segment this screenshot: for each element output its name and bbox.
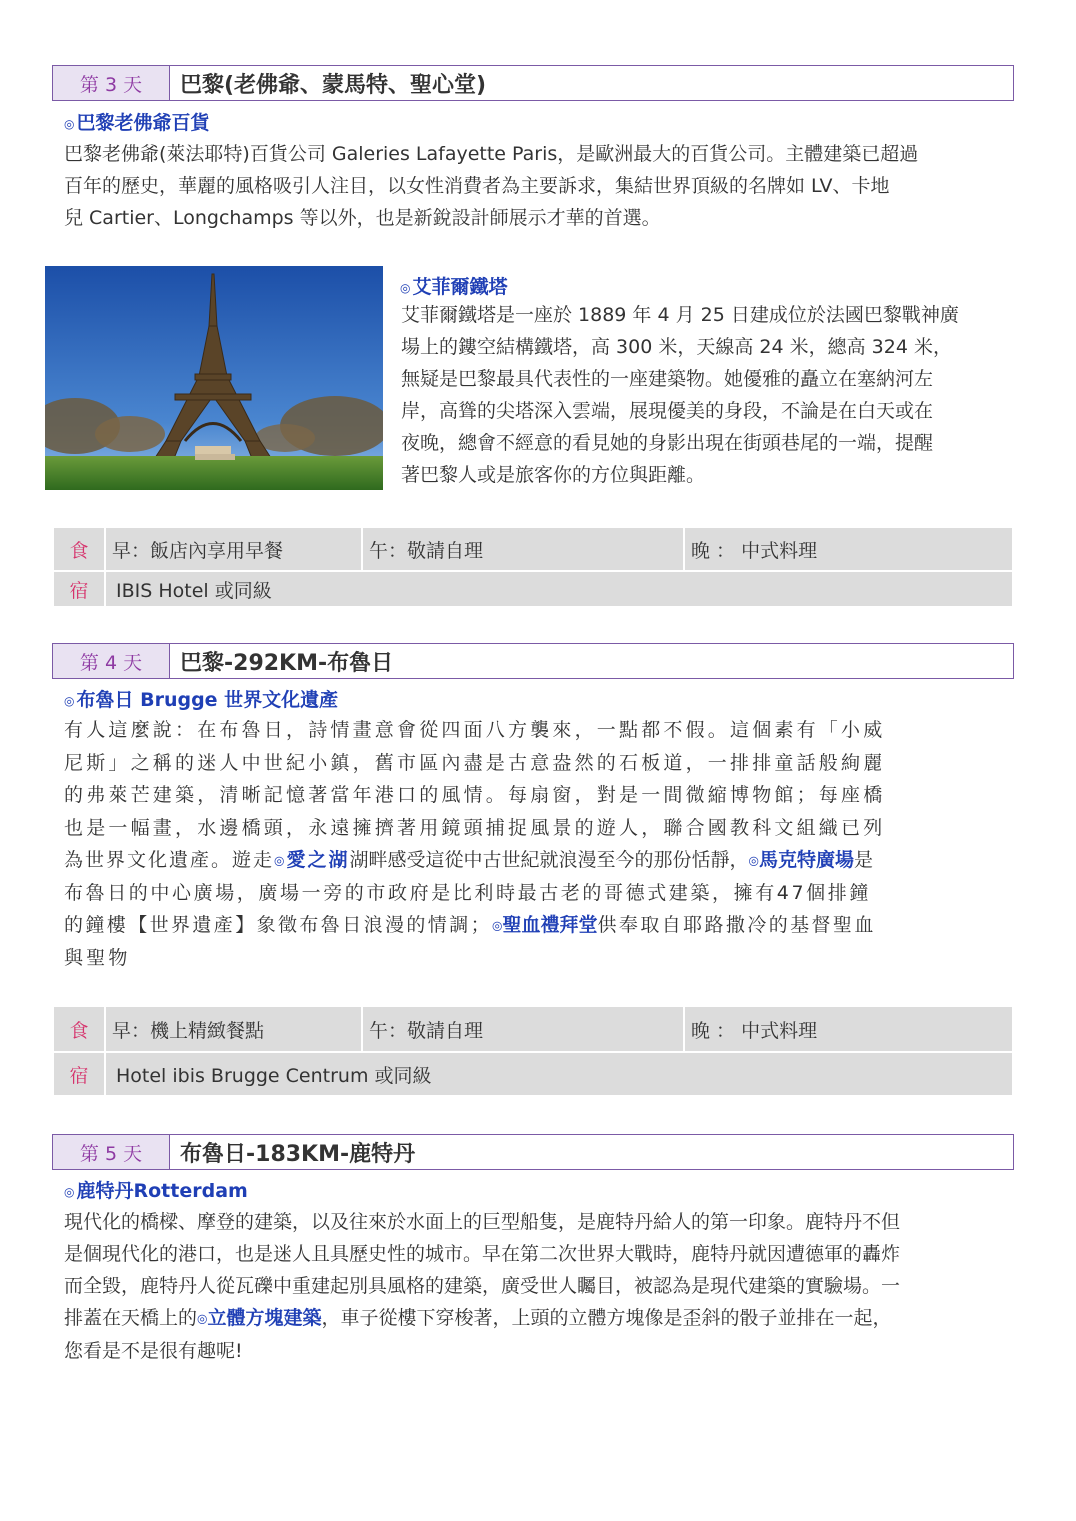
lunch-cell: 午：敬請自理	[362, 1006, 684, 1052]
basilica-link: ◎聖血禮拜堂	[492, 914, 598, 937]
day4-title: 巴黎-292KM-布魯日	[180, 650, 394, 676]
text-line: 兒 Cartier、Longchamps 等以外，也是新銳設計師展示才華的首選。	[64, 207, 661, 229]
day4-meal-table	[52, 1005, 1014, 1097]
breakfast-cell: 早：飯店內享用早餐	[105, 527, 362, 571]
text-line: 您看是不是很有趣呢!	[64, 1339, 243, 1362]
day3-meal-table	[52, 526, 1014, 608]
day4-header	[52, 643, 1014, 679]
section-title-eiffel-tower: ◎ 艾菲爾鐵塔	[400, 276, 508, 298]
text-line: 艾菲爾鐵塔是一座於 1889 年 4 月 25 日建成位於法國巴黎戰神廣	[401, 304, 959, 326]
day5-header	[52, 1134, 1014, 1170]
brugge-text	[64, 714, 1014, 975]
meal-label: 食	[53, 1006, 105, 1052]
text-line: 布魯日的中心廣場，廣場一旁的市政府是比利時最古老的哥德式建築，擁有47個排鐘	[64, 881, 871, 904]
section-title-galeries-lafayette: ◎ 巴黎老佛爺百貨	[64, 112, 210, 134]
day4-badge: 第 4 天	[53, 644, 170, 678]
text-line: 夜晚，總會不經意的看見她的身影出現在街頭巷尾的一端，提醒	[401, 432, 934, 454]
eiffel-tower-photo	[45, 266, 383, 490]
stay-label: 宿	[53, 1052, 105, 1096]
text-line: 的弗萊芒建築，清晰記憶著當年港口的風情。每扇窗，對是一間微縮博物館；每座橋	[64, 784, 886, 806]
hotel-cell: Hotel ibis Brugge Centrum 或同級	[105, 1052, 1013, 1096]
dinner-cell: 晚 ： 中式料理	[684, 527, 1013, 571]
text-line: 尼斯」之稱的迷人中世紀小鎮，舊市區內盡是古意盎然的石板道，一排排童話般絢麗	[64, 751, 886, 774]
text-line: 與聖物	[64, 947, 131, 969]
circle-marker-icon: ◎	[64, 693, 75, 708]
eiffel-tower-text	[401, 299, 1016, 491]
text-line: 巴黎老佛爺(萊法耶特)百貨公司 Galeries Lafayette Paris，是歐洲最大的百貨公司。主體建築已超過	[64, 143, 919, 165]
hotel-cell: IBIS Hotel 或同級	[105, 571, 1013, 607]
day3-title: 巴黎(老佛爺、蒙馬特、聖心堂)	[180, 72, 487, 98]
text-line: 有人這麼說：在布魯日，詩情畫意會從四面八方襲來，一點都不假。這個素有「小威	[64, 719, 886, 741]
love-lake-link: ◎愛之湖	[274, 849, 350, 871]
text-line: 排蓋在天橋上的◎立體方塊建築，車子從樓下穿梭著，上頭的立體方塊像是歪斜的骰子並排在一起，	[64, 1307, 892, 1329]
text-line: 而全毀，鹿特丹人從瓦礫中重建起別具風格的建築，廣受世人矚目，被認為是現代建築的實驗場。一	[64, 1275, 901, 1297]
text-line: 也是一幅畫，水邊橋頭，永遠擁擠著用鏡頭捕捉風景的遊人，聯合國教科文組織已列	[64, 816, 886, 839]
text-line: 百年的歷史，華麗的風格吸引人注目，以女性消費者為主要訴求，集結世界頂級的名牌如 LV、卡地	[64, 175, 890, 197]
text-line: 著巴黎人或是旅客你的方位與距離。	[401, 464, 706, 486]
section-title-rotterdam: ◎ 鹿特丹Rotterdam	[64, 1180, 248, 1202]
galeries-lafayette-text	[64, 138, 1014, 234]
day5-title: 布魯日-183KM-鹿特丹	[180, 1141, 416, 1167]
cube-houses-link: ◎立體方塊建築	[197, 1307, 322, 1329]
rotterdam-text	[64, 1206, 1014, 1367]
circle-marker-icon: ◎	[64, 116, 75, 131]
text-line: 為世界文化遺產。遊走◎愛之湖湖畔感受這從中古世紀就浪漫至今的那份恬靜，◎馬克特廣場是	[64, 849, 876, 871]
circle-marker-icon: ◎	[64, 1184, 75, 1199]
market-square-link: ◎馬克特廣場	[748, 849, 855, 871]
text-line: 現代化的橋樑、摩登的建築，以及往來於水面上的巨型船隻，是鹿特丹給人的第一印象。鹿特丹不但	[64, 1211, 901, 1233]
text-line: 場上的鏤空結構鐵塔，高 300 米，天線高 24 米，總高 324 米，	[401, 336, 952, 358]
circle-marker-icon: ◎	[400, 280, 411, 295]
text-line: 岸，高聳的尖塔深入雲端，展現優美的身段，不論是在白天或在	[401, 400, 934, 422]
section-title-brugge: ◎ 布魯日 Brugge 世界文化遺產	[64, 689, 339, 711]
stay-label: 宿	[53, 571, 105, 607]
text-line: 的鐘樓【世界遺產】象徵布魯日浪漫的情調；◎聖血禮拜堂供奉取自耶路撒冷的基督聖血	[64, 914, 876, 937]
meal-label: 食	[53, 527, 105, 571]
day3-badge: 第 3 天	[53, 66, 170, 100]
text-line: 是個現代化的港口，也是迷人且具歷史性的城市。早在第二次世界大戰時，鹿特丹就因遭德軍的轟炸	[64, 1243, 901, 1265]
dinner-cell: 晚 ： 中式料理	[684, 1006, 1013, 1052]
day3-header	[52, 65, 1014, 101]
lunch-cell: 午：敬請自理	[362, 527, 684, 571]
text-line: 無疑是巴黎最具代表性的一座建築物。她優雅的矗立在塞納河左	[401, 368, 934, 390]
day5-badge: 第 5 天	[53, 1135, 170, 1169]
breakfast-cell: 早：機上精緻餐點	[105, 1006, 362, 1052]
